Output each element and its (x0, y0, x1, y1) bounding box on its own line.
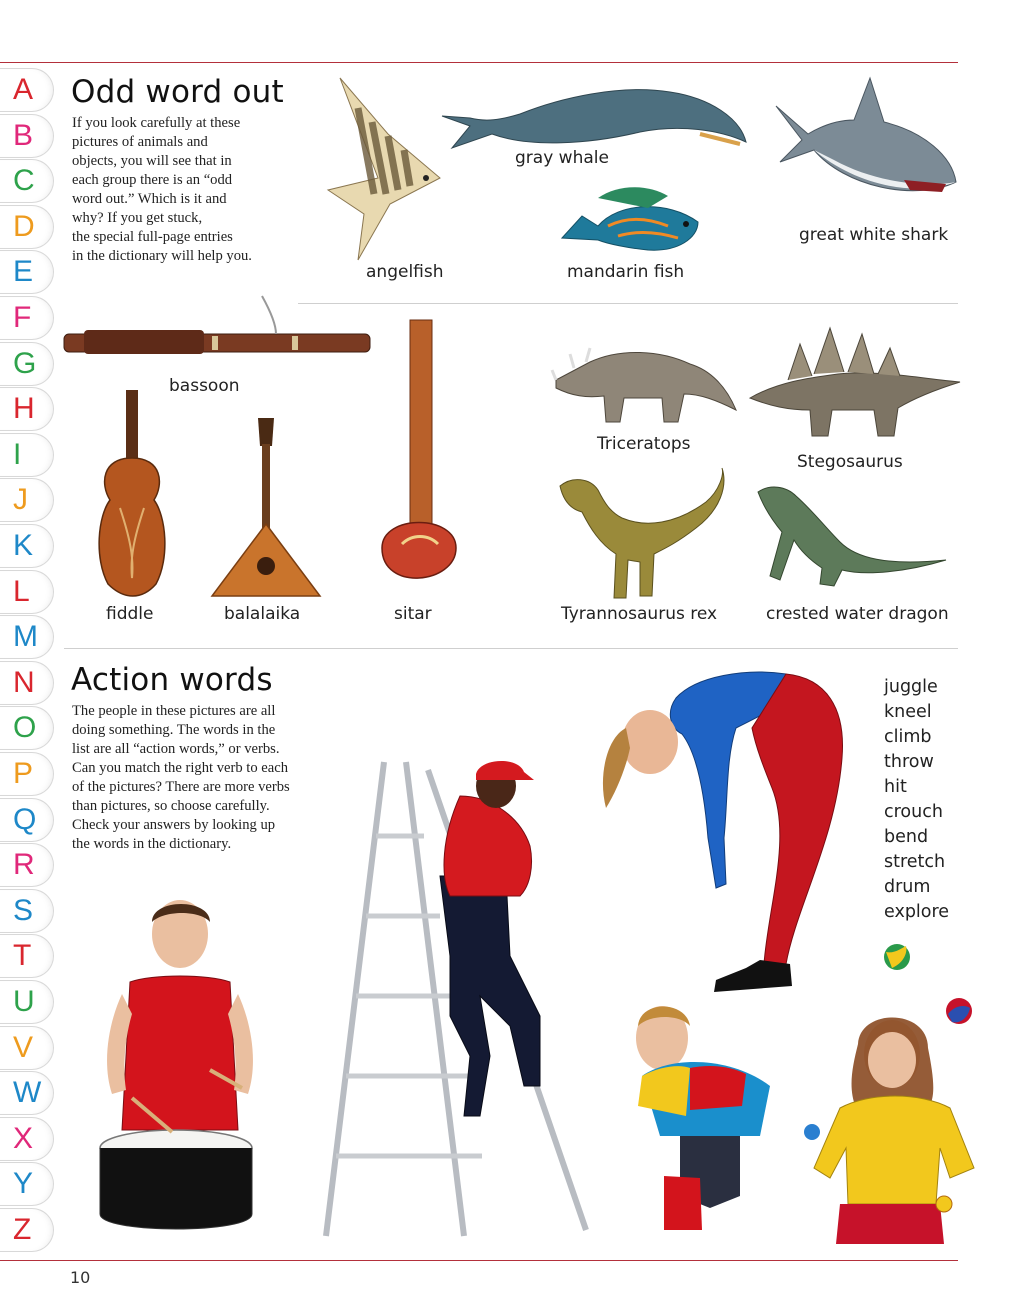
section-title-odd-word-out: Odd word out (71, 74, 284, 110)
alphabet-tab-e: E (0, 250, 54, 294)
alphabet-tab-q: Q (0, 798, 54, 842)
bottom-rule (0, 1260, 958, 1261)
alphabet-tab-w: W (0, 1071, 54, 1115)
great-white-shark-image (774, 76, 960, 204)
girl-drumming-image (92, 894, 262, 1238)
sitar-image (372, 318, 466, 598)
alphabet-tab-t: T (0, 934, 54, 978)
label-angelfish: angelfish (366, 262, 444, 282)
alphabet-tab-v: V (0, 1026, 54, 1070)
boy-crouching-image (620, 996, 780, 1232)
verb-item: juggle (884, 677, 938, 697)
label-great-white-shark: great white shark (799, 225, 949, 245)
label-triceratops: Triceratops (597, 434, 691, 454)
verb-item: hit (884, 777, 907, 797)
label-gray-whale: gray whale (515, 148, 609, 168)
boy-climbing-ladder-image (310, 756, 600, 1250)
alphabet-tab-n: N (0, 661, 54, 705)
alphabet-tab-h: H (0, 387, 54, 431)
verb-item: drum (884, 877, 931, 897)
mandarin-fish-image (558, 182, 706, 258)
alphabet-tab-b: B (0, 114, 54, 158)
girl-bending-image (596, 668, 848, 1002)
alphabet-tab-l: L (0, 570, 54, 614)
bassoon-image (62, 294, 374, 358)
verb-item: crouch (884, 802, 943, 822)
divider-sections (64, 648, 958, 649)
label-bassoon: bassoon (169, 376, 240, 396)
alphabet-tab-x: X (0, 1117, 54, 1161)
alphabet-tab-c: C (0, 159, 54, 203)
label-crested-water-dragon: crested water dragon (766, 604, 949, 624)
verb-item: kneel (884, 702, 932, 722)
section-title-action-words: Action words (71, 662, 273, 698)
verb-item: climb (884, 727, 932, 747)
verb-item: throw (884, 752, 934, 772)
alphabet-tab-i: I (0, 433, 54, 477)
alphabet-tab-k: K (0, 524, 54, 568)
action-intro: The people in these pictures are all doing something. The words in the list are all “action words,” or verbs. Can you match the right verb to each of the pictures? There are more verbs than pictures, so choose carefully. Check your answers by looking up the words in the dictionary. (72, 703, 290, 852)
label-fiddle: fiddle (106, 604, 154, 624)
alphabet-tab-r: R (0, 843, 54, 887)
page-number: 10 (70, 1268, 91, 1287)
verb-item: explore (884, 902, 950, 922)
juggling-ball-green-image (882, 942, 912, 972)
juggling-ball-red-image (944, 996, 974, 1026)
triceratops-image (550, 340, 738, 424)
verb-item: bend (884, 827, 929, 847)
verb-item: stretch (884, 852, 946, 872)
crested-water-dragon-image (756, 480, 950, 590)
alphabet-tab-m: M (0, 615, 54, 659)
alphabet-tab-g: G (0, 342, 54, 386)
alphabet-tab-f: F (0, 296, 54, 340)
stegosaurus-image (748, 326, 962, 440)
label-mandarin-fish: mandarin fish (567, 262, 685, 282)
top-rule (0, 62, 958, 63)
label-sitar: sitar (394, 604, 432, 624)
alphabet-tab-j: J (0, 478, 54, 522)
alphabet-tab-p: P (0, 752, 54, 796)
label-tyrannosaurus-rex: Tyrannosaurus rex (561, 604, 718, 624)
tyrannosaurus-rex-image (556, 466, 728, 600)
girl-juggling-image (800, 1008, 980, 1248)
verb-list (884, 675, 949, 925)
angelfish-image (318, 74, 448, 264)
fiddle-image (94, 388, 170, 598)
label-stegosaurus: Stegosaurus (797, 452, 903, 472)
alphabet-tab-u: U (0, 980, 54, 1024)
alphabet-tab-d: D (0, 205, 54, 249)
alphabet-tab-z: Z (0, 1208, 54, 1252)
alphabet-tab-o: O (0, 706, 54, 750)
alphabet-tab-y: Y (0, 1162, 54, 1206)
label-balalaika: balalaika (224, 604, 301, 624)
alphabet-tab-s: S (0, 889, 54, 933)
balalaika-image (208, 416, 324, 600)
alphabet-tab-a: A (0, 68, 54, 112)
divider-fish (298, 303, 958, 304)
odd-word-intro: If you look carefully at these pictures of animals and objects, you will see that in each group there is an “odd word out.” Which is it and why? If you get stuck, the special full-page entries in the dictionary will help you. (72, 115, 252, 264)
